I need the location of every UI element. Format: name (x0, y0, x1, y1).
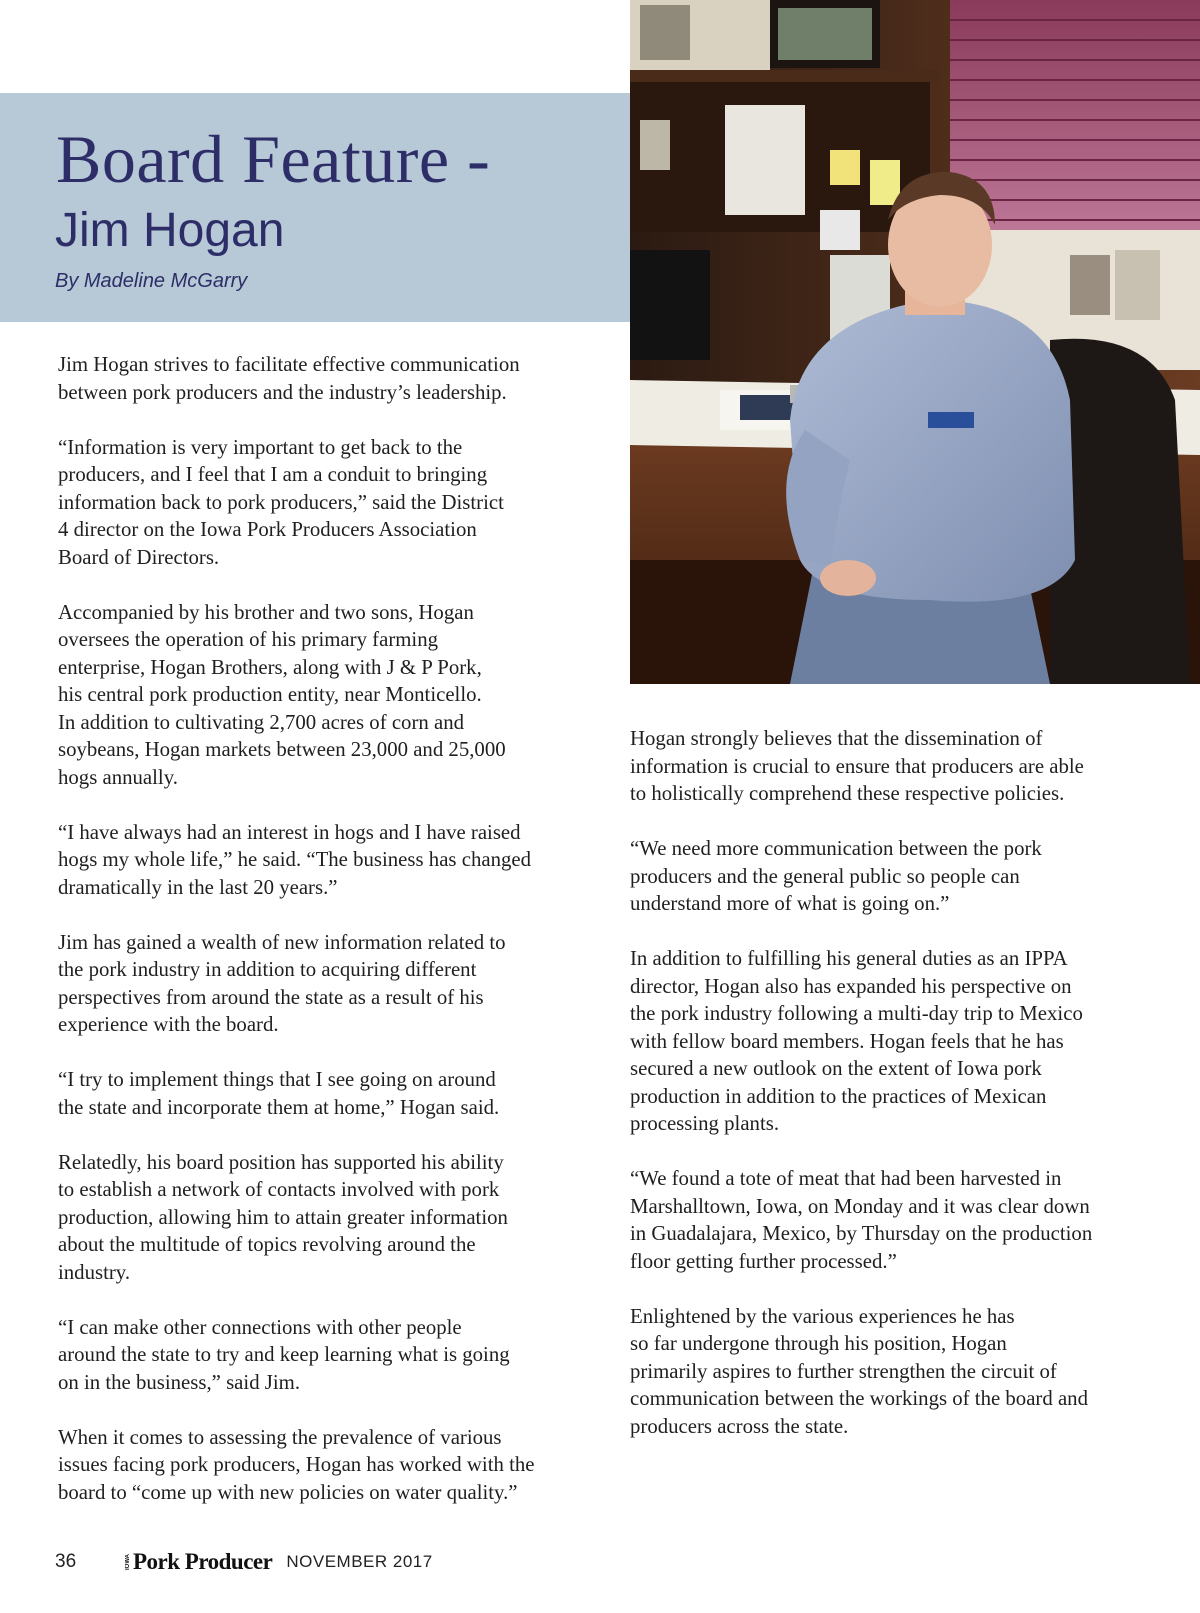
paragraph: Enlightened by the various experiences he has so far undergone through his position, Hogan primarily aspires to further strengthen the circuit of communication between the workings of the board and producers across the state. (630, 1304, 1088, 1438)
publication-logo-small-text: IOWA (125, 1554, 131, 1570)
paragraph: When it comes to assessing the prevalence of various issues facing pork producers, Hogan has worked with the board to “come up with new policies on water quality.” (58, 1425, 535, 1504)
paragraph: “We need more communication between the pork producers and the general public so people can understand more of what is going on.” (630, 837, 1042, 915)
issue-date: NOVEMBER 2017 (286, 1552, 433, 1571)
publication-name: Pork Producer (133, 1549, 273, 1574)
article-column-right (630, 725, 1150, 1468)
paragraph: Relatedly, his board position has supported his ability to establish a network of contacts involved with pork production, allowing him to attain greater information about the multitude of topics revolving around the industry. (58, 1150, 508, 1284)
paragraph: Jim has gained a wealth of new information related to the pork industry in addition to acquiring different perspectives from around the state as a result of his experience with the board. (58, 930, 506, 1036)
office-scene-illustration (630, 0, 1200, 684)
paragraph: “I try to implement things that I see going on around the state and incorporate them at home,” Hogan said. (58, 1068, 500, 1119)
portrait-photo (630, 0, 1200, 684)
paragraph: Hogan strongly believes that the dissemination of information is crucial to ensure that producers are able to holistically comprehend these respective policies. (630, 727, 1084, 805)
paragraph: “I have always had an interest in hogs and I have raised hogs my whole life,” he said. “The business has changed dramatically in the last 20 years.” (58, 820, 532, 899)
paragraph: In addition to fulfilling his general duties as an IPPA director, Hogan also has expanded his perspective on the pork industry following a multi-day trip to Mexico with fellow board members. Hogan feels that he has secured a new outlook on the extent of Iowa pork production in addition to the practices of Mexican processing plants. (630, 947, 1083, 1135)
page-number: 36 (55, 1551, 77, 1572)
paragraph: “I can make other connections with other people around the state to try and keep learning what is going on in the business,” said Jim. (58, 1315, 510, 1394)
paragraph: “We found a tote of meat that had been harvested in Marshalltown, Iowa, on Monday and it was clear down in Guadalajara, Mexico, by Thursday on the production floor getting further processed.” (630, 1167, 1093, 1273)
author-byline: By Madeline McGarry (55, 270, 248, 292)
article-subtitle: Jim Hogan (55, 204, 285, 257)
article-title: Board Feature - (56, 121, 491, 197)
paragraph: Jim Hogan strives to facilitate effective communication between pork producers and the industry’s leadership. (58, 353, 520, 404)
paragraph: “Information is very important to get back to the producers, and I feel that I am a conduit to bringing information back to pork producers,” said the District 4 director on the Iowa Pork Producers Association Board of Directors. (58, 435, 504, 569)
publication-logo (125, 1549, 272, 1575)
article-column-left (58, 351, 578, 1534)
page-footer (55, 1547, 433, 1577)
paragraph: Accompanied by his brother and two sons, Hogan oversees the operation of his primary farming enterprise, Hogan Brothers, along with J & P Pork, his central pork production entity, near Monticello. In addition to cultivating 2,700 acres of corn and soybeans, Hogan markets between 23,000 and 25,000 hogs annually. (58, 600, 506, 789)
